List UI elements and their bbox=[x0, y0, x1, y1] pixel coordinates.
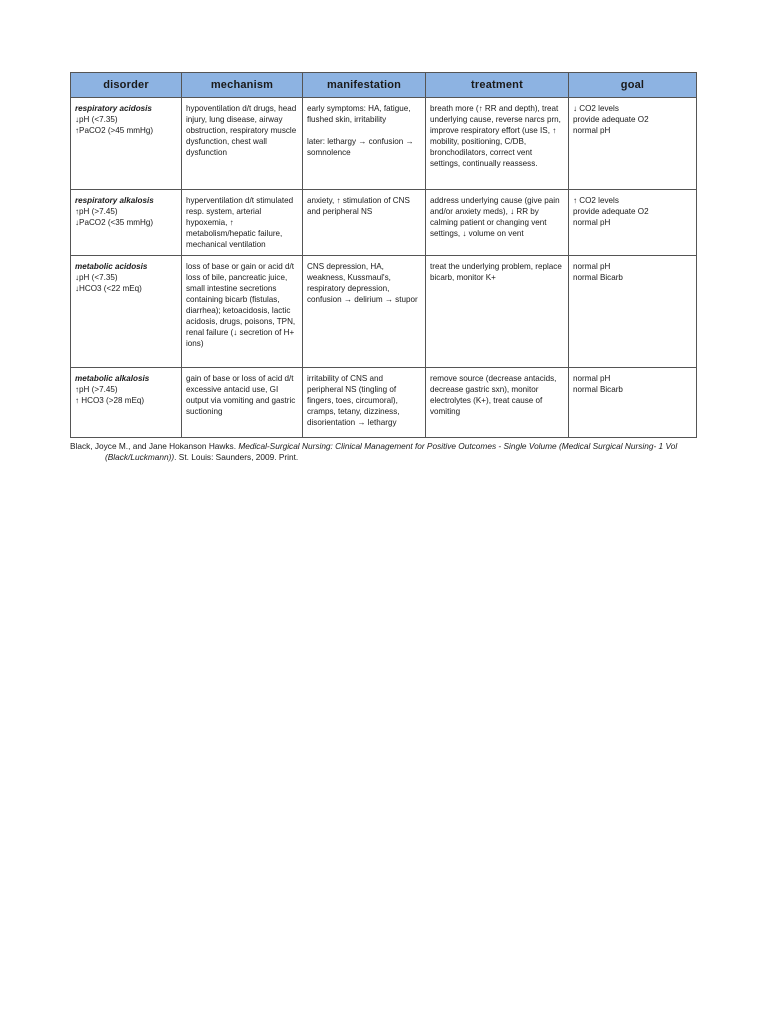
manifestation-cell: early symptoms: HA, fatigue, flushed skin, irritability later: lethargy → confusion → somnolence bbox=[303, 98, 426, 190]
disorder-name: metabolic acidosis bbox=[75, 262, 148, 271]
table-row bbox=[71, 368, 697, 438]
disorder-values: ↓pH (<7.35) ↓HCO3 (<22 mEq) bbox=[75, 273, 142, 293]
goal-cell: ↑ CO2 levels provide adequate O2 normal pH bbox=[569, 190, 697, 256]
disorder-cell bbox=[71, 256, 182, 368]
mechanism-cell: hypoventilation d/t drugs, head injury, lung disease, airway obstruction, respiratory muscle dysfunction, chest wall dysfunction bbox=[182, 98, 303, 190]
manifestation-cell: irritability of CNS and peripheral NS (tingling of fingers, toes, circumoral), cramps, tetany, dizziness, disorientation → lethargy bbox=[303, 368, 426, 438]
table-header-row bbox=[71, 73, 697, 98]
document-page bbox=[70, 72, 696, 463]
disorder-values: ↑pH (>7.45) ↓PaCO2 (<35 mmHg) bbox=[75, 207, 154, 227]
header-disorder: disorder bbox=[71, 73, 182, 98]
header-mechanism: mechanism bbox=[182, 73, 303, 98]
header-treatment: treatment bbox=[426, 73, 569, 98]
manifestation-cell: CNS depression, HA, weakness, Kussmaul's, respiratory depression, confusion → delirium → stupor bbox=[303, 256, 426, 368]
goal-cell: normal pH normal Bicarb bbox=[569, 256, 697, 368]
treatment-cell: remove source (decrease antacids, decrease gastric sxn), monitor electrolytes (K+), treat cause of vomiting bbox=[426, 368, 569, 438]
treatment-cell: breath more (↑ RR and depth), treat underlying cause, reverse narcs prn, improve respiratory effort (use IS, ↑ mobility, positioning, C/DB, bronchodilators, correct vent settings, continually reassess. bbox=[426, 98, 569, 190]
header-manifestation: manifestation bbox=[303, 73, 426, 98]
disorder-values: ↑pH (>7.45) ↑ HCO3 (>28 mEq) bbox=[75, 385, 145, 405]
goal-cell: ↓ CO2 levels provide adequate O2 normal pH bbox=[569, 98, 697, 190]
treatment-cell: address underlying cause (give pain and/or anxiety meds), ↓ RR by calming patient or changing vent settings, ↓ volume on vent bbox=[426, 190, 569, 256]
disorder-name: metabolic alkalosis bbox=[75, 374, 150, 383]
table-row bbox=[71, 256, 697, 368]
mechanism-cell: loss of base or gain or acid d/t loss of bile, pancreatic juice, small intestine secretions containing bicarb (fistulas, diarrhea); ketoacidosis, lactic acidosis, drugs, poisons, TPN, renal failure (↓ secretion of H+ ions) bbox=[182, 256, 303, 368]
treatment-cell: treat the underlying problem, replace bicarb, monitor K+ bbox=[426, 256, 569, 368]
manifestation-cell: anxiety, ↑ stimulation of CNS and peripheral NS bbox=[303, 190, 426, 256]
citation-authors: Black, Joyce M., and Jane Hokanson Hawks. bbox=[70, 441, 239, 451]
disorder-values: ↓pH (<7.35) ↑PaCO2 (>45 mmHg) bbox=[75, 115, 154, 135]
table-row bbox=[71, 98, 697, 190]
mechanism-cell: hyperventilation d/t stimulated resp. system, arterial hypoxemia, ↑ metabolism/hepatic failure, mechanical ventilation bbox=[182, 190, 303, 256]
acid-base-disorders-table bbox=[70, 72, 697, 438]
citation bbox=[70, 441, 696, 463]
disorder-cell bbox=[71, 368, 182, 438]
disorder-name: respiratory alkalosis bbox=[75, 196, 154, 205]
disorder-cell bbox=[71, 98, 182, 190]
goal-cell: normal pH normal Bicarb bbox=[569, 368, 697, 438]
table-row bbox=[71, 190, 697, 256]
disorder-name: respiratory acidosis bbox=[75, 104, 152, 113]
mechanism-cell: gain of base or loss of acid d/t excessive antacid use, GI output via vomiting and gastric suctioning bbox=[182, 368, 303, 438]
header-goal: goal bbox=[569, 73, 697, 98]
disorder-cell bbox=[71, 190, 182, 256]
citation-publisher: . St. Louis: Saunders, 2009. Print. bbox=[174, 452, 299, 462]
citation-title: Medical-Surgical Nursing: Clinical Management for Positive Outcomes - Single Volume (Medical Surgical Nursing- 1 Vol (Black/Luckmann)) bbox=[105, 441, 678, 462]
